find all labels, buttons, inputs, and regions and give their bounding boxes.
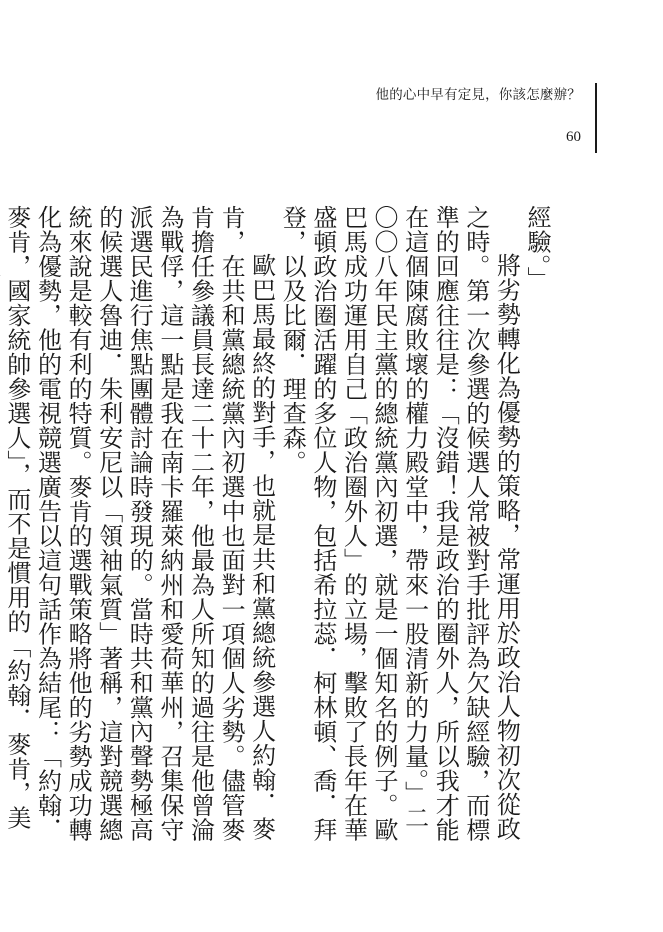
paragraph: 歐巴馬最終的對手，也就是共和黨總統參選人約翰．麥肯，在共和黨總統黨內初選中也面對一項個人劣勢。儘管麥肯擔任參議員長達二十二年，他最為人所知的過往是他曾淪為戰俘，這一點是我在南卡羅萊納州和愛荷華州，召集保守派選民進行焦點團體討論時發現的。當時共和黨內聲勢極高的候選人魯迪．朱利安尼以「領袖氣質」著稱，這對競選總統來說是較有利的特質。麥肯的選戰策略將他的劣勢成功轉化為優勢，他的電視競選廣告以這句話作為結尾：「約翰．麥肯，國家統帥參選人」，而不是慣用的「約翰．麥肯，美 [2, 205, 276, 842]
paragraph: 將劣勢轉化為優勢的策略，常運用於政治人物初次從政之時。第一次參選的候選人常被對手批評為欠缺經驗，而標準的回應往往是：「沒錯！我是政治的圈外人，所以我才能在這個陳腐敗壞的權力殿堂中，帶來一股清新的力量。」二〇〇八年民主黨的總統黨內初選，就是一個知名的例子。歐巴馬成功運用自己「政治圈外人」的立場，擊敗了長年在華盛頓政治圈活躍的多位人物，包括希拉蕊．柯林頓、喬．拜登，以及比爾．理查森。 [278, 205, 521, 842]
body-text [2, 205, 552, 845]
running-header: 他的心中早有定見，你該怎麼辦？ [375, 87, 581, 103]
page-number: 60 [566, 129, 581, 145]
header-rule [595, 83, 597, 153]
paragraph: 經驗。」 [523, 205, 551, 291]
